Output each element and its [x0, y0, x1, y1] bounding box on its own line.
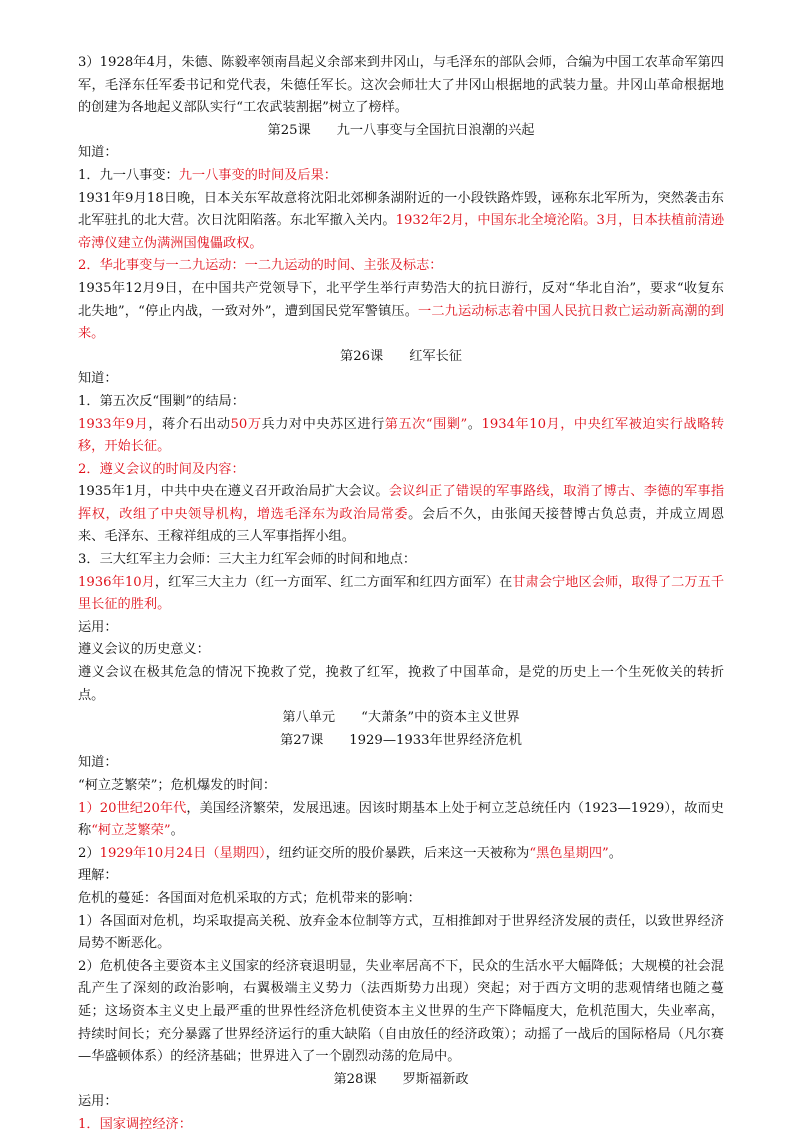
section-heading: [78, 1069, 724, 1092]
text-paragraph: [78, 459, 724, 482]
section-heading: [78, 730, 724, 753]
body-text: 3．三大红军主力会师：三大主力红军会师的时间和地点：: [78, 552, 417, 568]
highlighted-text: 1936年10月: [78, 574, 155, 590]
text-paragraph: [78, 52, 724, 120]
body-text: 。: [467, 416, 482, 432]
body-text: 1935年12月9日，在中国共产党领导下，北平学生举行声势浩大的抗日游行，反对“华北自治”，要求“收复东北失地”，“停止内战，一致对外”，遭到国民党军警镇压。: [78, 280, 724, 319]
text-paragraph: [78, 142, 724, 165]
highlighted-text: 2．遵义会议的时间及内容：: [78, 461, 245, 477]
body-text: 3）1928年4月，朱德、陈毅率领南昌起义余部来到井冈山，与毛泽东的部队会师，合编为中国工农革命军第四军，毛泽东任军委书记和党代表，朱德任军长。这次会师壮大了井冈山根据地的武装力量。井冈山革命根据地的创建为各地起义部队实行“工农武装割据”树立了榜样。: [78, 55, 724, 116]
highlighted-text: 1．国家调控经济：: [78, 1116, 192, 1132]
highlighted-text: “黑色星期四”: [529, 845, 609, 861]
body-text: 1935年1月，中共中央在遵义召开政治局扩大会议。: [78, 484, 389, 500]
highlighted-text: 九一八事变的时间及后果：: [178, 167, 337, 183]
text-paragraph: [78, 188, 724, 256]
text-paragraph: [78, 775, 724, 798]
highlighted-text: 会议纠正了错误的军事路线，取消了博古、李德的军事指挥权，改组了中央领导机构，增选毛泽东为政治局常委: [78, 484, 725, 522]
text-paragraph: [78, 639, 724, 662]
body-text: 。会后不久，由张闻天接替博古负总责，并成立周恩来、毛泽东、王稼祥组成的三人军事指挥小组。: [78, 506, 725, 545]
text-paragraph: [78, 255, 724, 278]
text-paragraph: [78, 1091, 724, 1114]
text-paragraph: [78, 956, 724, 1069]
text-paragraph: [78, 662, 724, 707]
section-heading: [78, 707, 724, 730]
body-text: 2）危机使各主要资本主义国家的经济衰退明显，失业率居高不下，民众的生活水平大幅降低；大规模的社会混乱产生了深刻的政治影响，右翼极端主义势力（法西斯势力出现）突起；对于西方文明的悲观情绪也随之蔓延；这场资本主义史上最严重的世界性经济危机使资本主义世界的生产下降幅度大，危机范围大，失业率高，持续时间长；充分暴露了世界经济运行的重大缺陷（自由放任的经济政策）；动摇了一战后的国际格局（凡尔赛—华盛顿体系）的经济基础；世界进入了一个剧烈动荡的危局中。: [78, 958, 724, 1065]
lesson-number: 第26课: [340, 348, 384, 364]
text-paragraph: [78, 391, 724, 414]
text-paragraph: [78, 752, 724, 775]
body-text: 运用：: [78, 619, 118, 635]
highlighted-text: “柯立芝繁荣”: [91, 823, 171, 839]
body-text: 知道：: [78, 755, 118, 771]
body-text: 。: [170, 823, 184, 839]
highlighted-text: 甘肃会宁地区会师，取得了二万五千里长征的胜利。: [78, 574, 725, 613]
body-text: “柯立芝繁荣”；危机爆发的时间：: [78, 778, 277, 793]
highlighted-text: 第五次“围剿”: [384, 416, 468, 432]
lesson-number: 第八单元: [282, 710, 336, 726]
text-paragraph: [78, 888, 724, 911]
text-paragraph: [78, 549, 724, 572]
text-paragraph: [78, 865, 724, 888]
body-text: 1．九一八事变：: [78, 167, 179, 183]
text-paragraph: [78, 165, 724, 188]
lesson-number: 第27课: [280, 732, 324, 748]
body-text: 运用：: [78, 1094, 118, 1110]
body-text: ，红军三大主力（红一方面军、红二方面军和红四方面军）在: [154, 574, 513, 590]
text-paragraph: [78, 911, 724, 956]
highlighted-text: 1932年2月，中国东北全境沦陷。3月，日本扶植前清逊帝溥仪建立伪满洲国傀儡政权。: [78, 213, 725, 251]
body-text: ，美国经济繁荣，发展迅速。因该时期基本上处于柯立芝总统任内（1923—1929），故而史称: [78, 800, 724, 839]
highlighted-text: 一二九运动标志着中国人民抗日救亡运动新高潮的到来。: [78, 303, 724, 342]
section-heading: [78, 120, 724, 143]
text-paragraph: [78, 1114, 724, 1137]
body-text: 1931年9月18日晚，日本关东军故意将沈阳北郊柳条湖附近的一小段铁路炸毁，诬称东北军所为，突然袭击东北军驻扎的北大营。次日沈阳陷落。东北军撤入关内。: [78, 190, 724, 229]
highlighted-text: 50万: [230, 416, 262, 432]
body-text: 知道：: [78, 145, 118, 161]
lesson-title: 九一八事变与全国抗日浪潮的兴起: [336, 122, 535, 138]
lesson-title: “大萧条”中的资本主义世界: [361, 710, 520, 726]
text-paragraph: [78, 414, 724, 459]
body-text: 知道：: [78, 371, 118, 387]
highlighted-text: 2．华北事变与一二九运动：一二九运动的时间、主张及标志：: [78, 258, 443, 274]
text-paragraph: [78, 617, 724, 640]
highlighted-text: 1929年10月24日（星期四）: [99, 845, 266, 861]
text-paragraph: [78, 368, 724, 391]
highlighted-text: 1）20世纪20年代: [78, 800, 187, 816]
text-paragraph: [78, 278, 724, 346]
body-text: 遵义会议在极其危急的情况下挽救了党，挽救了红军，挽救了中国革命，是党的历史上一个生死攸关的转折点。: [78, 665, 724, 703]
text-paragraph: [78, 843, 724, 866]
highlighted-text: 1934年10月，中央红军被迫实行战略转移，开始长征。: [78, 416, 725, 455]
lesson-number: 第28课: [333, 1071, 377, 1087]
body-text: 2）: [78, 845, 100, 861]
text-paragraph: [78, 572, 724, 617]
body-text: 。: [608, 845, 622, 861]
highlighted-text: 1933年9月: [78, 416, 149, 432]
lesson-title: 红军长征: [409, 348, 462, 364]
lesson-title: 罗斯福新政: [402, 1071, 469, 1087]
body-text: 遵义会议的历史意义：: [78, 642, 210, 658]
text-paragraph: [78, 481, 724, 549]
body-text: 理解：: [78, 868, 118, 884]
body-text: ，纽约证交所的股价暴跌，后来这一天被称为: [265, 845, 530, 861]
body-text: ，蒋介石出动: [148, 416, 231, 432]
text-paragraph: [78, 798, 724, 843]
lesson-number: 第25课: [267, 122, 311, 138]
body-text: 1．第五次反“围剿”的结局：: [78, 393, 245, 409]
lesson-title: 1929—1933年世界经济危机: [349, 732, 522, 748]
section-heading: [78, 346, 724, 369]
body-text: 兵力对中央苏区进行: [261, 416, 385, 432]
body-text: 1）各国面对危机，均采取提高关税、放弃金本位制等方式，互相推卸对于世界经济发展的责任，以致世界经济局势不断恶化。: [78, 913, 724, 952]
body-text: 危机的蔓延：各国面对危机采取的方式；危机带来的影响：: [78, 890, 421, 906]
